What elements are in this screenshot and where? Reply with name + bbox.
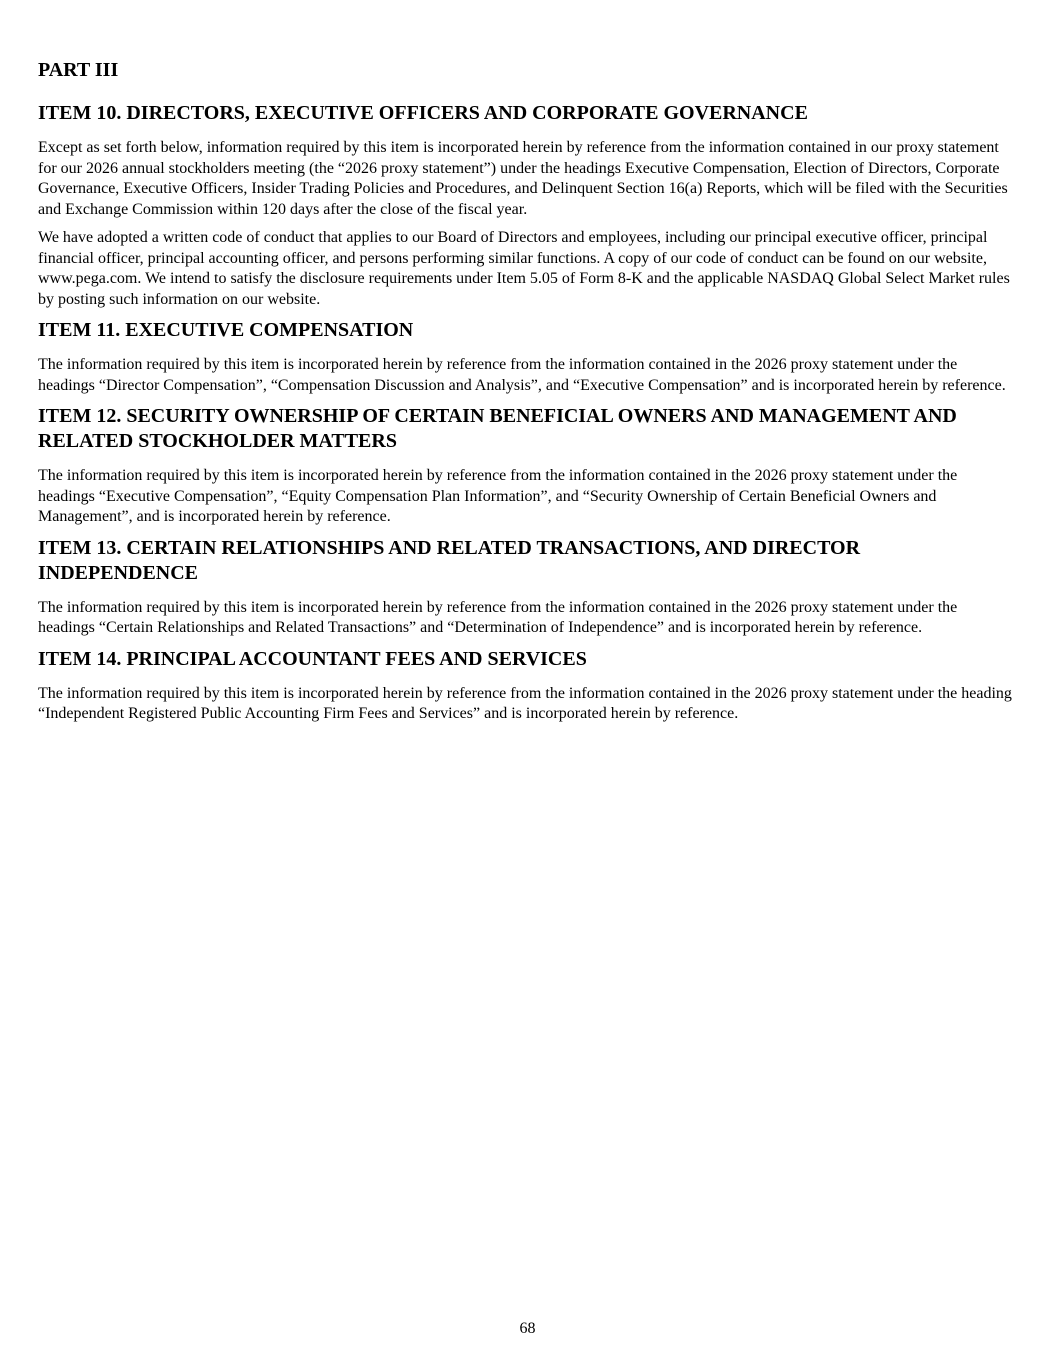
item-14-paragraph-1: The information required by this item is incorporated herein by reference from the information contained in the 2026 proxy statement under the heading “Independent Registered Public Accounting Firm Fees and Services” and is incorporated herein by reference. — [38, 684, 1012, 722]
item-11-heading: ITEM 11. EXECUTIVE COMPENSATION — [38, 319, 414, 341]
item-12-paragraph-1: The information required by this item is incorporated herein by reference from the information contained in the 2026 proxy statement under the headings “Executive Compensation”, “Equity Compensation Plan Information”, and “Security Ownership of Certain Beneficial Owners and Management”, and is incorporated herein by reference. — [38, 467, 958, 525]
item-10-paragraph-1: Except as set forth below, information required by this item is incorporated herein by reference from the information contained in our proxy statement for our 2026 annual stockholders meeting (the “2026 proxy statement”) under the headings Executive Compensation, Election of Directors, Corporate Governance, Executive Officers, Insider Trading Policies and Procedures, and Delinquent Section 16(a) Reports, which will be filed with the Securities and Exchange Commission within 120 days after the close of the fiscal year. — [38, 139, 1008, 218]
section-item-10 — [38, 101, 1017, 310]
section-item-11 — [38, 318, 1017, 396]
item-14-heading: ITEM 14. PRINCIPAL ACCOUNTANT FEES AND SERVICES — [38, 647, 587, 670]
item-13-paragraph-1: The information required by this item is incorporated herein by reference from the information contained in the 2026 proxy statement under the headings “Certain Relationships and Related Transactions” and “Determination of Independence” and is incorporated herein by reference. — [38, 598, 958, 636]
section-item-12 — [38, 404, 1017, 528]
page-number: 68 — [519, 1320, 536, 1337]
section-item-14 — [38, 647, 1017, 725]
item-11-paragraph-1: The information required by this item is incorporated herein by reference from the information contained in the 2026 proxy statement under the headings “Director Compensation”, “Compensation Discussion and Analysis”, and “Executive Compensation” and is incorporated herein by reference. — [38, 356, 1006, 394]
section-item-13 — [38, 536, 1017, 639]
item-12-heading: ITEM 12. SECURITY OWNERSHIP OF CERTAIN BENEFICIAL OWNERS AND MANAGEMENT AND RELATED STOCKHOLDER MATTERS — [38, 405, 957, 452]
item-13-heading: ITEM 13. CERTAIN RELATIONSHIPS AND RELATED TRANSACTIONS, AND DIRECTOR INDEPENDENCE — [38, 536, 861, 584]
part-title: PART III — [38, 59, 119, 81]
item-10-heading: ITEM 10. DIRECTORS, EXECUTIVE OFFICERS AND CORPORATE GOVERNANCE — [38, 102, 808, 124]
item-10-paragraph-2: We have adopted a written code of conduct that applies to our Board of Directors and employees, including our principal executive officer, principal financial officer, principal accounting officer, and persons performing similar functions. A copy of our code of conduct can be found on our website, www.pega.com. We intend to satisfy the disclosure requirements under Item 5.05 of Form 8-K and the applicable NASDAQ Global Select Market rules by posting such information on our website. — [38, 229, 1010, 308]
